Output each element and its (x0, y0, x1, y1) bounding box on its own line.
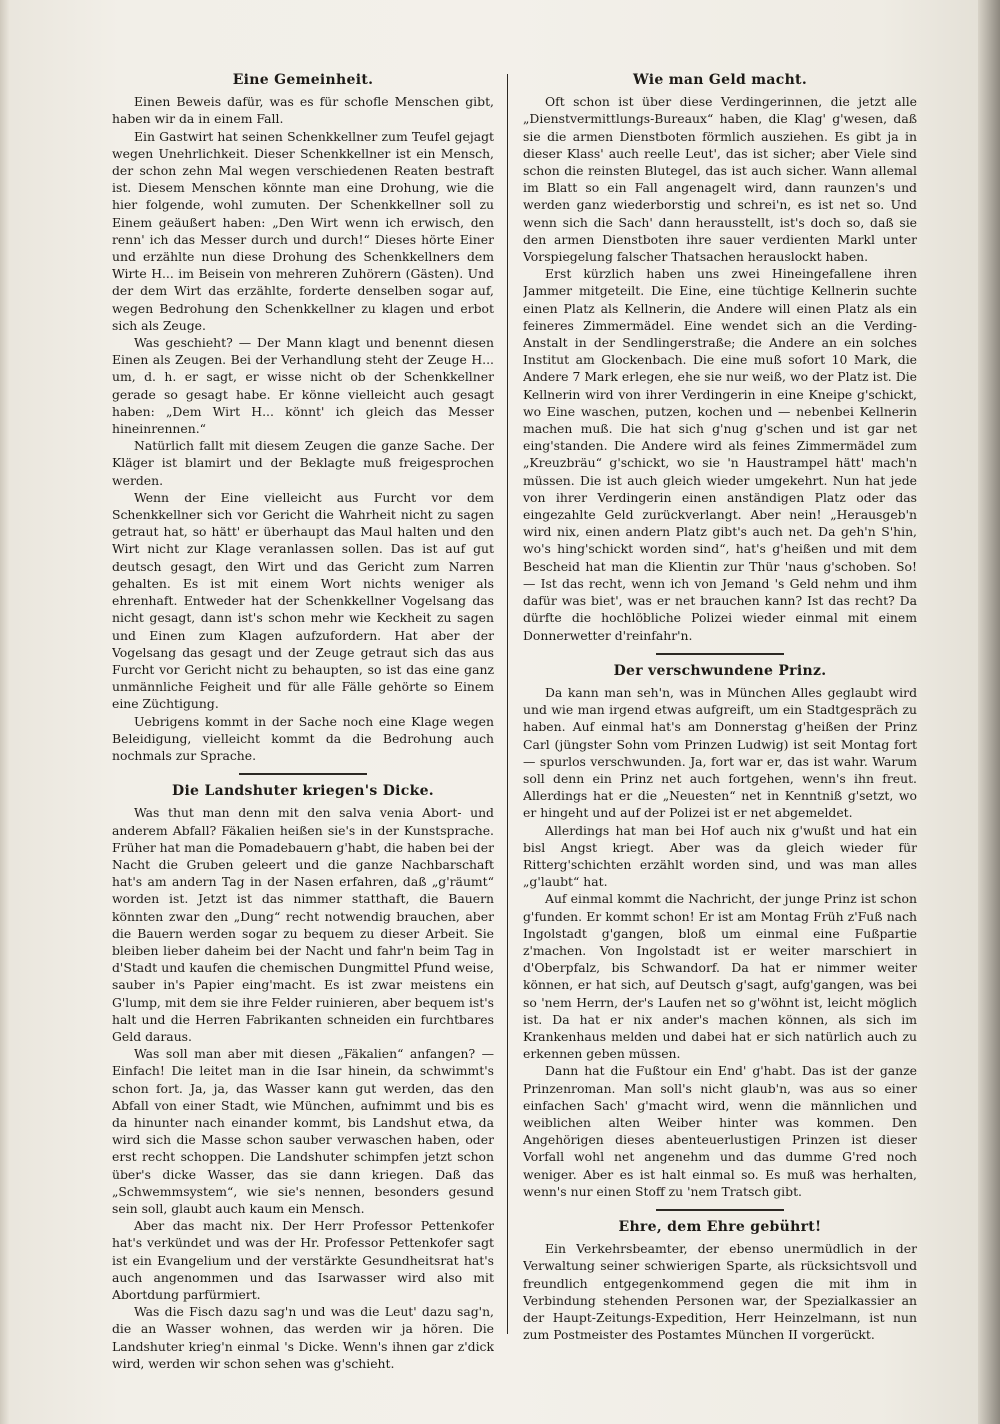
paragraph: Aber das macht nix. Der Herr Professor Pettenkofer hat's verkündet und was der Hr. Professor Pettenkofer sagt ist ein Evangelium und der verstärkte Gesundheitsrat hat's auch angenommen und das Isarwasser wird also mit Abortdung parfürmiert. (112, 1218, 494, 1303)
article-title-wie-man-geld-macht: Wie man Geld macht. (633, 72, 807, 88)
page-right-edge (978, 0, 1000, 1424)
article-title-eine-gemeinheit: Eine Gemeinheit. (232, 72, 374, 88)
paragraph: Einen Beweis dafür, was es für schofle Menschen gibt, haben wir da in einem Fall. (112, 94, 494, 127)
article-separator (656, 653, 784, 655)
paragraph: Erst kürzlich haben uns zwei Hineingefallene ihren Jammer mitgeteilt. Die Eine, eine tüchtige Kellnerin suchte einen Platz als Kellnerin, die Andere will einen Platz als ein feineres Zimmermädel. Eine wendet sich an die Verding-Anstalt in der Sendlingerstraße; die Andere an ein solches Institut am Glockenbach. Die eine muß sofort 10 Mark, die Andere 7 Mark erlegen, ehe sie nur weiß, wo der Platz ist. Die Kellnerin wird von ihrer Verdingerin in eine Kneipe g'schickt, wo Eine waschen, putzen, kochen und — nebenbei Kellnerin machen muß. Die hat sich g'nug g'schen und ist gar net eing'standen. Die Andere wird als feines Zimmermädel zum „Kreuzbräu“ g'schickt, wo sie 'n Haustrampel hätt' mach'n müssen. Die ist auch gleich wieder umgekehrt. Nun hat jede von ihrer Verdingerin einen anständigen Platz oder das eingezahlte Geld zurückverlangt. Aber nein! „Herausgeb'n wird nix, einen andern Platz gibt's auch net. Da geh'n S'hin, wo's hing'schickt worden sind“, hat's g'heißen und mit dem Bescheid hat man die Klientin zur Thür 'naus g'schoben. So! — Ist das recht, wenn ich von Jemand 's Geld nehm und ihm dafür was biet', was er net brauchen kann? Ist das recht? Da dürfte die hochlöbliche Polizei wieder einmal mit einem Donnerwetter d'reinfahr'n. (523, 266, 917, 643)
paragraph: Was die Fisch dazu sag'n und was die Leut' dazu sag'n, die an Wasser wohnen, das werden wir ja hören. Die Landshuter krieg'n einmal 's Dicke. Wenn's ihnen gar z'dick wird, werden wir schon sehen was g'schieht. (112, 1304, 494, 1371)
paragraph: Was thut man denn mit den salva venia Abort- und anderem Abfall? Fäkalien heißen sie's in der Kunstsprache. Früher hat man die Pomadebauern g'habt, die haben bei der Nacht die Gruben geleert und die ganze Nachbarschaft hat's am andern Tag in der Nasen erfahren, daß „g'räumt“ worden ist. Jetzt ist das nimmer statthaft, die Bauern könnten zwar den „Dung“ recht notwendig brauchen, aber die Bauern werden sogar zu bequem zu dieser Arbeit. Sie bleiben lieber daheim bei der Nacht und fahr'n beim Tag in d'Stadt und kaufen die chemischen Dungmittel Pfund weise, sauber in's Papier eing'macht. Es ist zwar meistens ein G'lump, mit dem sie ihre Felder ruinieren, aber bequem ist's halt und die Herren Fabrikanten schneiden ein furchtbares Geld daraus. (112, 805, 494, 1044)
paragraph: Wenn der Eine vielleicht aus Furcht vor dem Schenkkellner sich vor Gericht die Wahrheit nicht zu sagen getraut hat, so hätt' er überhaupt das Maul halten und den Wirt nicht zur Klage veranlassen sollen. Das ist auf gut deutsch gesagt, den Wirt und das Gericht zum Narren gehalten. Es ist mit einem Wort nichts weniger als ehrenhaft. Entweder hat der Schenkkellner Vogelsang das nicht gesagt, dann ist's schon mehr wie Keckheit zu sagen und Einen zum Klagen aufzufordern. Hat aber der Vogelsang das gesagt und der Zeuge getraut sich das aus Furcht vor Gericht nicht zu behaupten, so ist das eine ganz unmännliche Feigheit und für alle Fälle gehörte so Einem eine Züchtigung. (112, 489, 494, 712)
article-title-ehre: Ehre, dem Ehre gebührt! (618, 1219, 822, 1235)
paragraph: Dann hat die Fußtour ein End' g'habt. Das ist der ganze Prinzenroman. Man soll's nicht glaub'n, was aus so einer einfachen Sach' g'macht wird, wenn die männlichen und weiblichen alten Weiber hinter was kommen. Den Angehörigen dieses abenteuerlustigen Prinzen ist dieser Vorfall wohl net angenehm und das dumme G'red noch weniger. Aber es ist halt einmal so. Es muß was herhalten, wenn's nur einen Stoff zu 'nem Tratsch gibt. (523, 1063, 917, 1199)
right-column (523, 72, 917, 1384)
paragraph: Natürlich fallt mit diesem Zeugen die ganze Sache. Der Kläger ist blamirt und der Beklagte muß freigesprochen werden. (112, 438, 494, 488)
left-column (112, 72, 494, 1384)
article-title-landshuter: Die Landshuter kriegen's Dicke. (172, 783, 434, 800)
page-left-edge (0, 0, 10, 1424)
paragraph: Allerdings hat man bei Hof auch nix g'wußt und hat ein bisl Angst kriegt. Aber was da gleich wieder für Ritterg'schichten erzählt worden sind, und was man alles „g'laubt“ hat. (523, 822, 917, 890)
paragraph: Da kann man seh'n, was in München Alles geglaubt wird und wie man irgend etwas aufgreift, um ein Stadtgespräch zu haben. Auf einmal hat's am Donnerstag g'heißen der Prinz Carl (jüngster Sohn vom Prinzen Ludwig) ist seit Montag fort — spurlos verschwunden. Ja, fort war er, das ist wahr. Warum soll denn ein Prinz net auch fortgehen, wenn's ihn freut. Allerdings hat er die „Neuesten“ net in Kenntniß g'setzt, wo er hingeht und auf der Polizei ist er net abgemeldet. (523, 684, 917, 821)
article-title-verschwundene-prinz: Der verschwundene Prinz. (613, 662, 827, 679)
paragraph: Ein Gastwirt hat seinen Schenkkellner zum Teufel gejagt wegen Unehrlichkeit. Dieser Schenkkellner ist ein Mensch, der schon zehn Mal wegen verschiedenen Reaten bestraft ist. Diesem Menschen könnte man eine Drohung, wie die hier folgende, wohl zumuten. Der Schenkkellner soll zu Einem geäußert haben: „Den Wirt wenn ich erwisch, den renn' ich das Messer durch und durch!“ Dieses hörte Einer und erzählte nun diese Drohung des Schenkkellners dem Wirte H... im Beisein von mehreren Zuhörern (Gästen). Und der dem Wirt das erzählte, forderte denselben sogar auf, wegen Bedrohung den Schenkkellner zu klagen und erbot sich als Zeuge. (112, 128, 494, 333)
paragraph: Uebrigens kommt in der Sache noch eine Klage wegen Beleidigung, vielleicht kommt da die Bedrohung auch nochmals zur Sprache. (112, 713, 494, 763)
paragraph: Auf einmal kommt die Nachricht, der junge Prinz ist schon g'funden. Er kommt schon! Er ist am Montag Früh z'Fuß nach Ingolstadt g'gangen, bloß um einmal eine Fußpartie z'machen. Von Ingolstadt ist er weiter marschiert in d'Oberpfalz, bis Schwandorf. Da hat er nimmer weiter können, er hat sich, auf Deutsch g'sagt, aufg'gangen, was bei so 'nem Herrn, der's Laufen net so g'wöhnt ist, leicht möglich ist. Da hat er nix ander's machen können, als sich im Krankenhaus melden und dabei hat er sich natürlich auch zu erkennen geben müssen. (523, 891, 917, 1062)
paragraph: Was geschieht? — Der Mann klagt und benennt diesen Einen als Zeugen. Bei der Verhandlung steht der Zeuge H... um, d. h. er sagt, er wisse nicht ob der Schenkkellner gerade so gesagt habe. Er könne vielleicht auch gesagt haben: „Dem Wirt H... könnt' ich gleich das Messer hineinrennen.“ (112, 335, 494, 437)
article-separator (656, 1209, 784, 1211)
column-divider (507, 74, 508, 1334)
article-separator (239, 773, 367, 775)
paragraph: Oft schon ist über diese Verdingerinnen, die jetzt alle „Dienstvermittlungs-Bureaux“ haben, die Klag' g'wesen, daß sie die armen Dienstboten förmlich ausziehen. Es gibt ja in dieser Klass' auch reelle Leut', das ist sicher; aber Viele sind schon die reinsten Blutegel, das ist auch sicher. Wann allemal im Blatt so ein Fall angenagelt wird, dann raunzen's und werden ganz wiederborstig und schrei'n, es ist net so. Und wenn sich die Sach' dann herausstellt, ist's doch so, daß sie den armen Dienstboten ihre sauer verdienten Markl unter Vorspiegelung falscher Thatsachen herauslockt haben. (523, 94, 917, 265)
paragraph: Was soll man aber mit diesen „Fäkalien“ anfangen? — Einfach! Die leitet man in die Isar hinein, da schwimmt's schon fort. Ja, ja, das Wasser kann gut werden, das den Abfall von einer Stadt, wie München, aufnimmt und bis es da hinunter nach einander kommt, bis Landshut etwa, da wird sich die Masse schon sauber verwaschen haben, oder erst recht schoppen. Die Landshuter schimpfen jetzt schon über's dicke Wasser, das sie dann kriegen. Daß das „Schwemmsystem“, wie sie's nennen, besonders gesund sein soll, glaubt auch kaum ein Mensch. (112, 1046, 494, 1216)
paragraph: Ein Verkehrsbeamter, der ebenso unermüdlich in der Verwaltung seiner schwierigen Sparte, als rücksichtsvoll und freundlich entgegenkommend gegen die mit ihm in Verbindung stehenden Personen war, der Spezialkassier an der Haupt-Zeitungs-Expedition, Herr Heinzelmann, ist nun zum Postmeister des Postamtes München II vorgerückt. (523, 1241, 917, 1343)
